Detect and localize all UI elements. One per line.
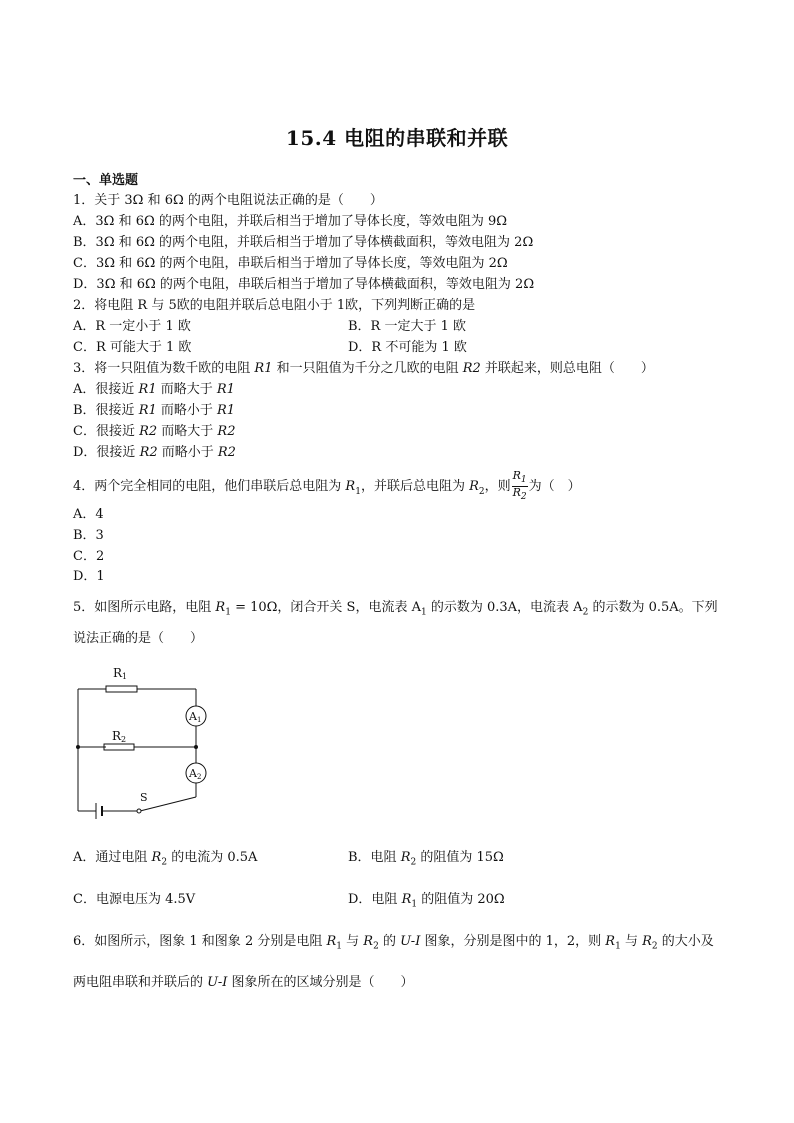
fraction-symbol: R: [512, 486, 521, 500]
q4-option-c[interactable]: C．2: [73, 549, 105, 564]
q4-stem-text: 4．两个完全相同的电阻，他们串联后总电阻为: [73, 479, 346, 495]
option-symbol: R1: [216, 382, 235, 397]
q4-stem-text: ，并联后总电阻为: [360, 479, 470, 495]
q6-stem-line2: [73, 973, 414, 993]
q4-option-d[interactable]: D．1: [73, 569, 105, 584]
q5-stem-text: 的示数为 0.3A，电流表 A: [426, 600, 583, 615]
q3-stem: [73, 359, 654, 379]
switch-contact: [137, 809, 141, 813]
option-text: 而略小于: [157, 445, 218, 460]
q3-stem-text: 并联起来，则总电阻（ ）: [480, 361, 654, 376]
fraction-denominator: [512, 487, 528, 503]
option-subscript: 1: [411, 899, 418, 910]
q4-option-b[interactable]: B．3: [73, 528, 104, 543]
option-symbol: R1: [138, 403, 157, 418]
q3-option-a[interactable]: [73, 380, 235, 400]
label-a1: A1: [189, 710, 202, 724]
q2-stem: 2．将电阻 R 与 5欧的电阻并联后总电阻小于 1欧，下列判断正确的是: [73, 298, 476, 313]
option-symbol: R: [400, 850, 411, 865]
q2-option-d[interactable]: D．R 不可能为 1 欧: [348, 340, 467, 355]
q6-stem-text: 与: [342, 934, 364, 949]
fraction-symbol: R: [512, 469, 521, 482]
fraction-numerator: [512, 470, 528, 487]
q1-option-a[interactable]: A．3Ω 和 6Ω 的两个电阻，并联后相当于增加了导体长度，等效电阻为 9Ω: [73, 214, 508, 229]
junction-dot: [194, 745, 198, 749]
q2-option-a[interactable]: A．R 一定小于 1 欧: [73, 319, 191, 334]
q4-stem-text: ，则: [484, 479, 511, 495]
q2-option-b[interactable]: B．R 一定大于 1 欧: [348, 319, 467, 334]
option-symbol: R2: [139, 445, 158, 460]
q1-option-d[interactable]: D．3Ω 和 6Ω 的两个电阻，串联后相当于增加了导体横截面积，等效电阻为 2Ω: [73, 277, 535, 292]
q5-a2-subscript: 2: [582, 607, 589, 618]
section-heading: 一、单选题: [73, 173, 139, 188]
option-text: C．很接近: [73, 424, 140, 439]
q4-r1-subscript: 1: [355, 486, 361, 497]
q5-r1-symbol: R: [215, 600, 226, 615]
option-symbol: R2: [217, 424, 236, 439]
option-text: 而略大于: [156, 382, 217, 397]
q5-r1-subscript: 1: [225, 607, 231, 618]
q4-stem: [73, 470, 581, 506]
q3-stem-text: 和一只阻值为千分之几欧的电阻: [272, 361, 463, 376]
q6-stem-text: 图象所在的区域分别是（ ）: [227, 975, 414, 990]
option-text: 的电流为 0.5A: [167, 850, 258, 865]
q1-stem: 1．关于 3Ω 和 6Ω 的两个电阻说法正确的是（ ）: [73, 193, 383, 208]
q6-r1-subscript: 1: [615, 941, 621, 952]
q1-option-b[interactable]: B．3Ω 和 6Ω 的两个电阻，并联后相当于增加了导体横截面积，等效电阻为 2Ω: [73, 235, 534, 250]
q6-stem-text: 6．如图所示，图象 1 和图象 2 分别是电阻: [73, 934, 327, 949]
fraction-subscript: 2: [520, 492, 527, 503]
label-switch: S: [140, 791, 148, 804]
q3-r1-symbol: R1: [254, 361, 273, 376]
q6-r2-subscript: 2: [651, 941, 658, 952]
option-text: 而略小于: [156, 403, 218, 418]
q6-ui-symbol: U-I: [207, 975, 228, 990]
q6-stem-text: 的大小及: [657, 934, 714, 949]
resistor-r2: [104, 744, 134, 750]
option-symbol: R2: [217, 445, 236, 460]
option-symbol: R2: [139, 424, 158, 439]
label-r2: R2: [112, 729, 127, 744]
q3-option-b[interactable]: [73, 401, 235, 421]
option-text: 而略大于: [157, 424, 218, 439]
q6-stem-text: 两电阻串联和并联后的: [73, 975, 208, 990]
option-text: D．很接近: [73, 445, 140, 460]
resistor-r1: [106, 686, 137, 692]
label-a2: A2: [189, 767, 202, 781]
page-title: 15.4 电阻的串联和并联: [285, 126, 509, 150]
q3-stem-text: 3．将一只阻值为数千欧的电阻: [73, 361, 255, 376]
option-symbol: R: [401, 892, 412, 907]
q2-option-c[interactable]: C．R 可能大于 1 欧: [73, 340, 192, 355]
option-text: 的阻值为 15Ω: [416, 850, 504, 865]
q5-stem-text: 的示数为 0.5A。下列: [588, 600, 718, 615]
q3-option-d[interactable]: [73, 443, 236, 463]
circuit-diagram: [70, 660, 220, 825]
q6-stem-line1: [73, 932, 714, 957]
q4-r2-symbol: R: [469, 479, 479, 495]
q5-stem-line1: [73, 598, 718, 623]
q4-r1-symbol: R: [345, 479, 356, 495]
q6-r2-symbol: R: [642, 934, 652, 949]
q6-stem-text: 图象，分别是图中的 1，2，则: [420, 934, 606, 949]
q5-stem-text: = 10Ω，闭合开关 S，电流表 A: [230, 600, 421, 615]
q1-option-c[interactable]: C．3Ω 和 6Ω 的两个电阻，串联后相当于增加了导体长度，等效电阻为 2Ω: [73, 256, 508, 271]
q5-option-d[interactable]: [348, 890, 505, 915]
q5-stem-line2: 说法正确的是（ ）: [73, 631, 204, 646]
fraction-subscript: 1: [520, 475, 527, 486]
q5-option-a[interactable]: [73, 848, 257, 873]
q5-option-b[interactable]: [348, 848, 504, 873]
option-text: 的阻值为 20Ω: [417, 892, 505, 907]
option-text: D．电阻: [348, 892, 402, 907]
q4-r2-subscript: 2: [478, 486, 485, 497]
label-r1: R1: [113, 666, 128, 681]
q6-r1-symbol: R: [326, 934, 337, 949]
option-subscript: 2: [410, 857, 417, 868]
option-text: B．很接近: [73, 403, 139, 418]
q6-r1-symbol: R: [605, 934, 616, 949]
q6-r2-subscript: 2: [373, 941, 379, 952]
option-text: A．通过电阻: [73, 850, 152, 865]
switch-blade: [140, 797, 196, 811]
q3-option-c[interactable]: [73, 422, 235, 442]
q6-r2-symbol: R: [363, 934, 374, 949]
q4-ratio-fraction: [512, 470, 528, 503]
junction-dot: [76, 745, 80, 749]
option-text: A．很接近: [73, 382, 139, 397]
q4-option-a[interactable]: A．4: [73, 507, 104, 522]
option-symbol: R1: [217, 403, 236, 418]
q6-stem-text: 与: [620, 934, 643, 949]
option-text: B．电阻: [348, 850, 401, 865]
q6-stem-text: 的: [378, 934, 401, 949]
q6-ui-symbol: U-I: [400, 934, 421, 949]
q5-a1-subscript: 1: [420, 607, 427, 618]
q3-r2-symbol: R2: [462, 361, 481, 376]
option-symbol: R: [151, 850, 162, 865]
q5-option-c[interactable]: C．电源电压为 4.5V: [73, 892, 196, 907]
option-subscript: 2: [161, 857, 168, 868]
option-symbol: R1: [138, 382, 157, 397]
q6-r1-subscript: 1: [336, 941, 343, 952]
q4-stem-text: 为（ ）: [528, 479, 581, 495]
q5-stem-text: 5．如图所示电路，电阻: [73, 600, 216, 615]
